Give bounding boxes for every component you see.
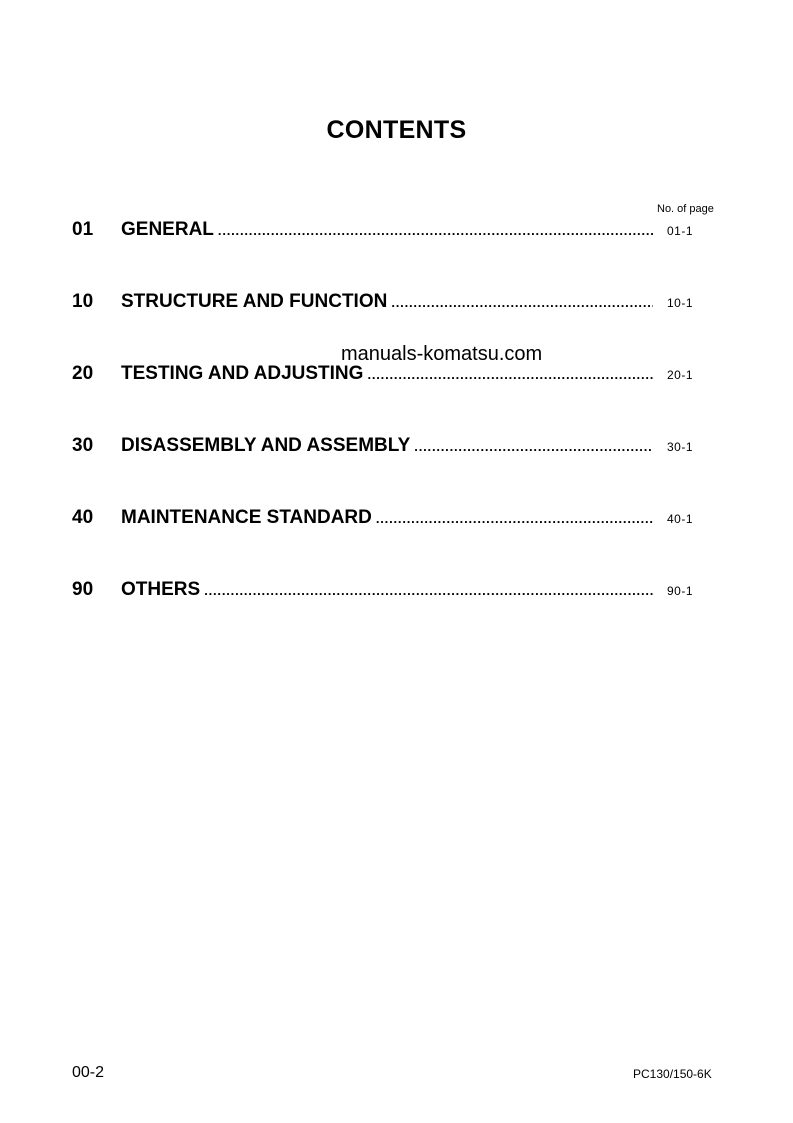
toc-label: GENERAL [121, 219, 214, 240]
toc-page: 10-1 [667, 296, 694, 310]
toc-number: 20 [72, 363, 94, 384]
toc-entry-30[interactable] [72, 435, 698, 459]
dot-leader [414, 439, 653, 454]
dot-leader [376, 511, 653, 526]
dot-leader [367, 367, 653, 382]
toc-page: 30-1 [667, 440, 694, 454]
toc-label: OTHERS [121, 579, 201, 600]
toc-number: 10 [72, 291, 94, 312]
watermark: manuals-komatsu.com [341, 343, 543, 365]
page-column-header: No. of page [657, 203, 714, 215]
toc-leader [121, 507, 653, 529]
toc-leader [121, 363, 653, 385]
toc-page: 01-1 [667, 224, 694, 238]
toc-leader [121, 219, 653, 241]
toc-label: DISASSEMBLY AND ASSEMBLY [121, 435, 411, 456]
toc-number: 30 [72, 435, 94, 456]
toc-page: 90-1 [667, 584, 694, 598]
toc-entry-90[interactable] [72, 579, 698, 603]
toc-label: STRUCTURE AND FUNCTION [121, 291, 388, 312]
footer-page-number: 00-2 [72, 1064, 105, 1081]
toc-leader [121, 579, 653, 601]
dot-leader [218, 223, 653, 238]
dot-leader [204, 583, 653, 598]
toc-entry-01[interactable] [72, 219, 698, 243]
toc-label: TESTING AND ADJUSTING [121, 363, 364, 384]
dot-leader [391, 295, 653, 310]
page-title: CONTENTS [326, 116, 467, 144]
toc-number: 01 [72, 219, 94, 240]
toc-leader [121, 435, 653, 457]
toc-entry-10[interactable] [72, 291, 698, 315]
toc-leader [121, 291, 653, 313]
toc-label: MAINTENANCE STANDARD [121, 507, 372, 528]
toc-page: 40-1 [667, 512, 694, 526]
footer-model: PC130/150-6K [633, 1067, 712, 1081]
toc-entry-20[interactable] [72, 363, 698, 387]
toc-number: 40 [72, 507, 94, 528]
toc-entry-40[interactable] [72, 507, 698, 531]
toc-number: 90 [72, 579, 94, 600]
toc-page: 20-1 [667, 368, 694, 382]
